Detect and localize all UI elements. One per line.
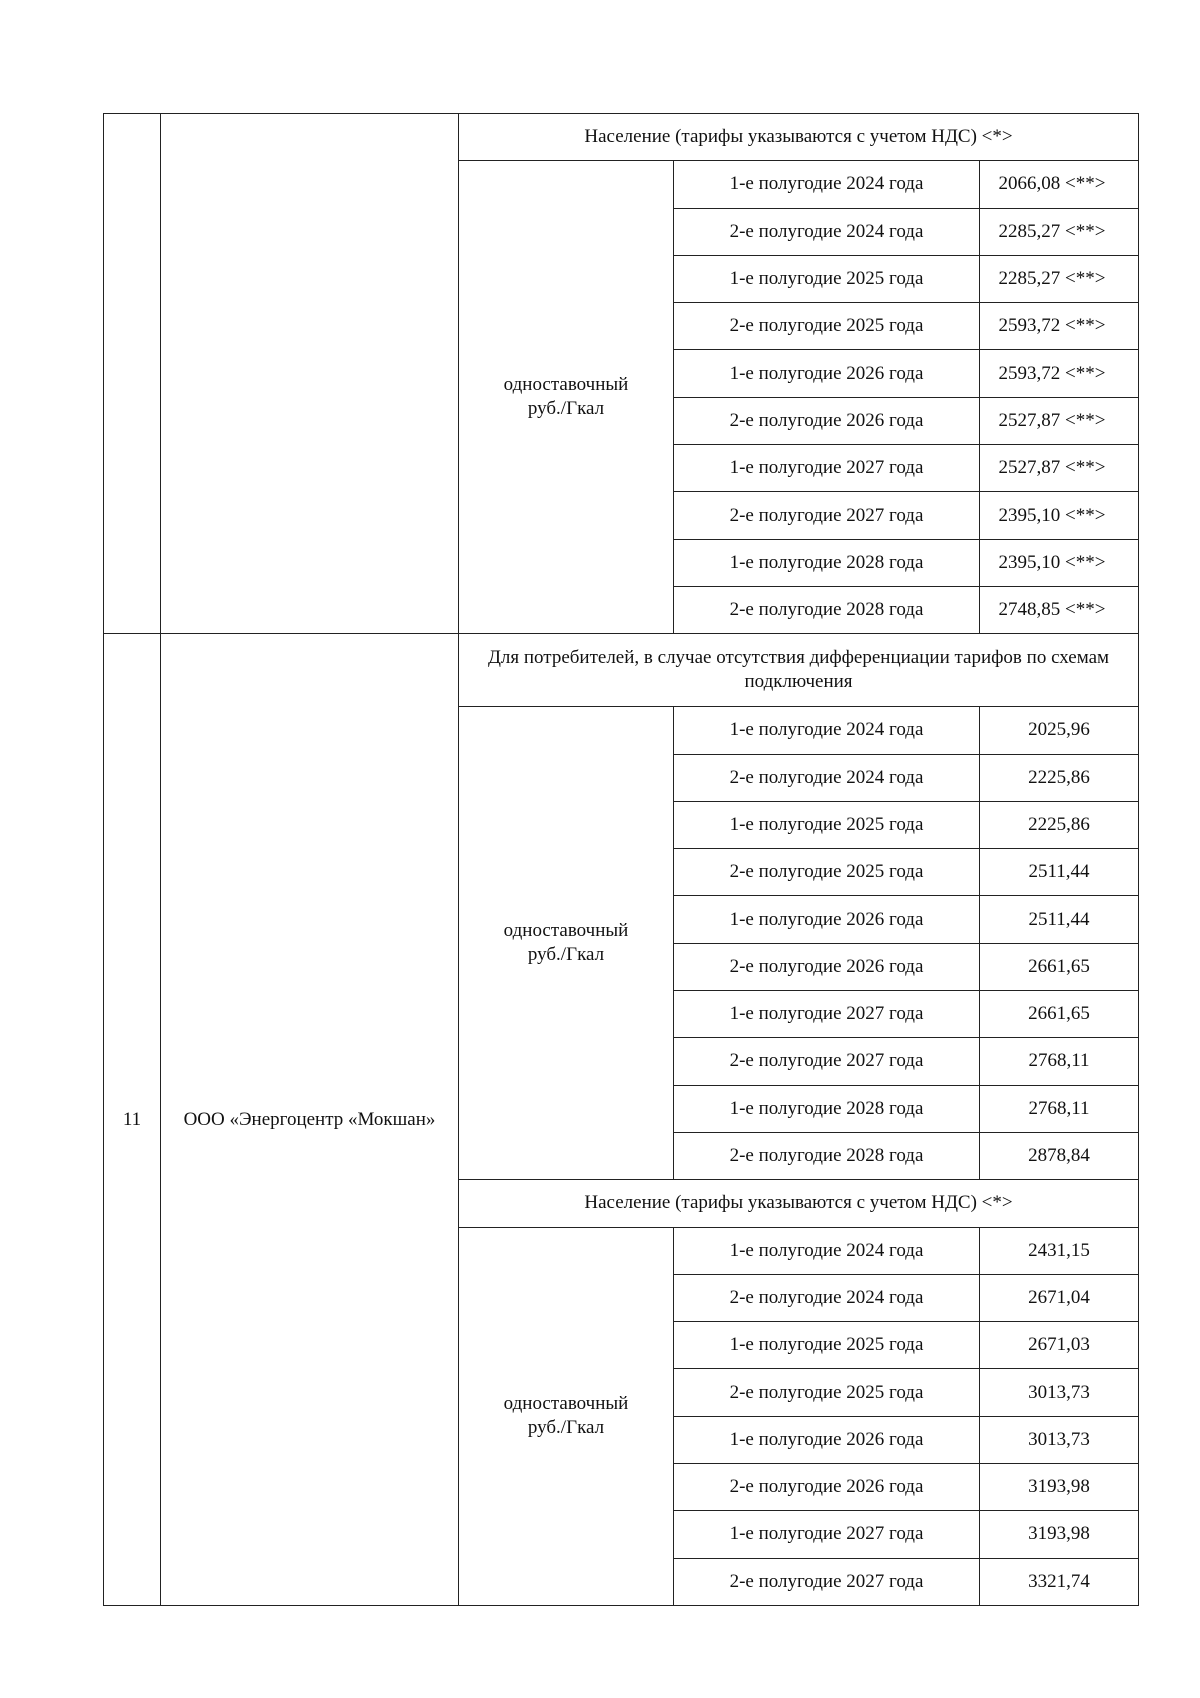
period-cell: 2-е полугодие 2027 года [674,1038,980,1085]
value-cell: 3013,73 [980,1369,1139,1416]
period-cell: 2-е полугодие 2027 года [674,492,980,539]
period-cell: 2-е полугодие 2024 года [674,1274,980,1321]
value-cell: 2285,27 <**> [980,255,1139,302]
value-cell: 2671,03 [980,1322,1139,1369]
period-cell: 2-е полугодие 2028 года [674,586,980,633]
value-cell: 2225,86 [980,754,1139,801]
value-cell: 2593,72 <**> [980,303,1139,350]
period-cell: 1-е полугодие 2025 года [674,801,980,848]
tariff-unit-label: руб./Гкал [527,398,605,420]
value-cell: 2431,15 [980,1227,1139,1274]
tariff-unit-label: руб./Гкал [527,944,605,966]
table-row [104,114,1139,161]
value-cell: 2748,85 <**> [980,586,1139,633]
value-cell: 2511,44 [980,849,1139,896]
table-row [104,634,1139,707]
value-cell: 3193,98 [980,1464,1139,1511]
value-cell: 2878,84 [980,1132,1139,1179]
tariff-table [103,113,1139,1606]
group-heading: Для потребителей, в случае отсутствия дифференциации тарифов по схемам подключения [459,634,1139,707]
period-cell: 2-е полугодие 2025 года [674,1369,980,1416]
value-cell: 3013,73 [980,1416,1139,1463]
period-cell: 2-е полугодие 2025 года [674,849,980,896]
group-heading: Население (тарифы указываются с учетом НДС) <*> [459,1180,1139,1227]
period-cell: 1-е полугодие 2027 года [674,445,980,492]
value-cell: 2395,10 <**> [980,539,1139,586]
value-cell: 2593,72 <**> [980,350,1139,397]
row-number-cell: 11 [104,634,161,1606]
period-cell: 1-е полугодие 2024 года [674,707,980,754]
value-cell: 3321,74 [980,1558,1139,1605]
value-cell: 2527,87 <**> [980,397,1139,444]
row-number-cell [104,114,161,634]
tariff-type-cell [459,1227,674,1605]
period-cell: 2-е полугодие 2026 года [674,943,980,990]
tariff-type-label: одноставочный [503,1393,629,1415]
value-cell: 2025,96 [980,707,1139,754]
tariff-type-label: одноставочный [503,374,629,396]
period-cell: 1-е полугодие 2026 года [674,1416,980,1463]
value-cell: 2661,65 [980,943,1139,990]
tariff-type-cell [459,707,674,1180]
period-cell: 2-е полугодие 2028 года [674,1132,980,1179]
organization-cell: ООО «Энергоцентр «Мокшан» [161,634,459,1606]
value-cell: 2768,11 [980,1085,1139,1132]
value-cell: 2671,04 [980,1274,1139,1321]
value-cell: 2285,27 <**> [980,208,1139,255]
period-cell: 1-е полугодие 2026 года [674,896,980,943]
tariff-type-label: одноставочный [503,920,629,942]
period-cell: 2-е полугодие 2024 года [674,208,980,255]
value-cell: 3193,98 [980,1511,1139,1558]
period-cell: 1-е полугодие 2025 года [674,1322,980,1369]
organization-cell [161,114,459,634]
period-cell: 1-е полугодие 2028 года [674,1085,980,1132]
value-cell: 2225,86 [980,801,1139,848]
period-cell: 2-е полугодие 2026 года [674,397,980,444]
period-cell: 1-е полугодие 2024 года [674,161,980,208]
period-cell: 1-е полугодие 2024 года [674,1227,980,1274]
period-cell: 2-е полугодие 2027 года [674,1558,980,1605]
value-cell: 2511,44 [980,896,1139,943]
value-cell: 2768,11 [980,1038,1139,1085]
value-cell: 2527,87 <**> [980,445,1139,492]
period-cell: 1-е полугодие 2026 года [674,350,980,397]
value-cell: 2395,10 <**> [980,492,1139,539]
group-heading: Население (тарифы указываются с учетом НДС) <*> [459,114,1139,161]
period-cell: 2-е полугодие 2024 года [674,754,980,801]
period-cell: 1-е полугодие 2025 года [674,255,980,302]
period-cell: 1-е полугодие 2027 года [674,1511,980,1558]
tariff-unit-label: руб./Гкал [527,1417,605,1439]
period-cell: 2-е полугодие 2025 года [674,303,980,350]
period-cell: 1-е полугодие 2028 года [674,539,980,586]
period-cell: 1-е полугодие 2027 года [674,991,980,1038]
period-cell: 2-е полугодие 2026 года [674,1464,980,1511]
value-cell: 2066,08 <**> [980,161,1139,208]
tariff-type-cell [459,161,674,634]
value-cell: 2661,65 [980,991,1139,1038]
